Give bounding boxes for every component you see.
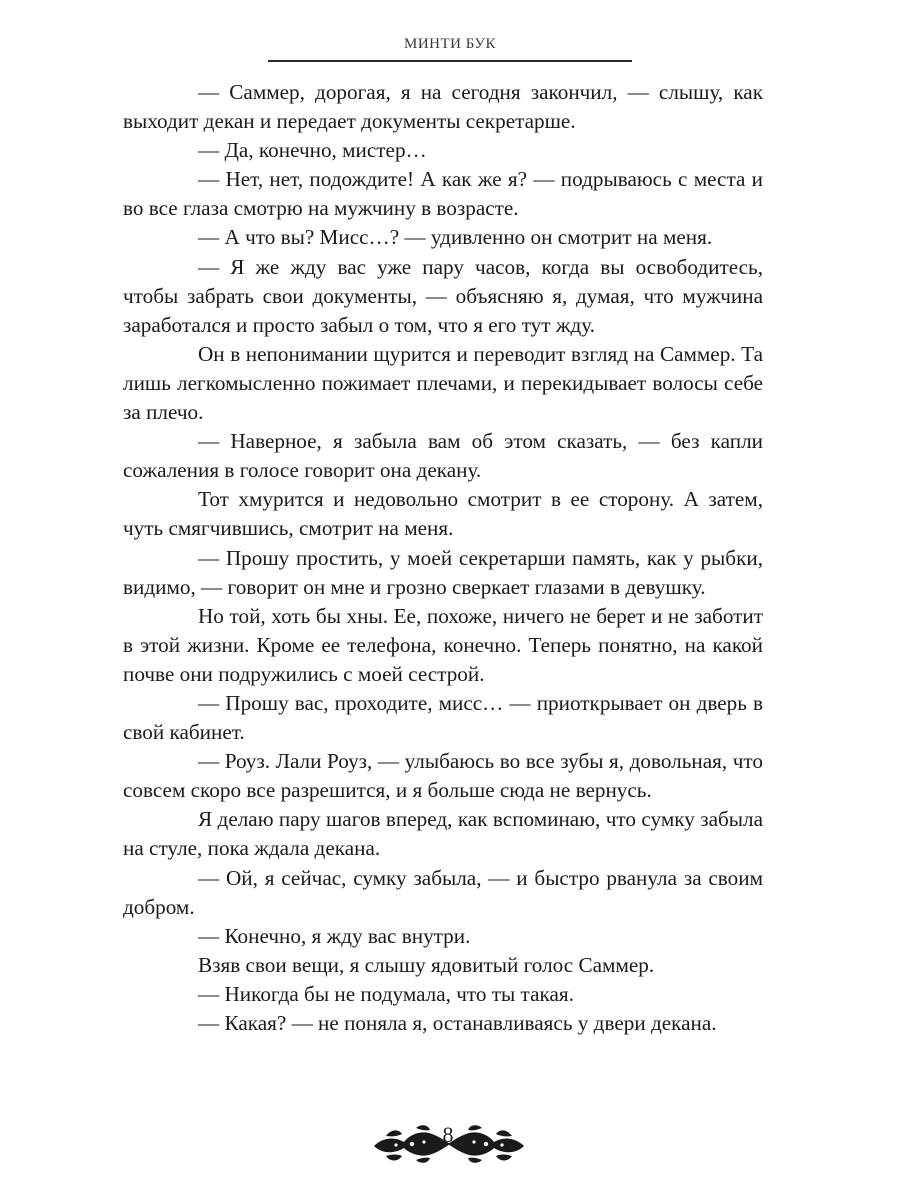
paragraph: — Да, конечно, мистер… — [198, 138, 427, 163]
paragraph: — Прошу вас, проходите, мисс… — приоткрывает он дверь в свой кабинет. — [123, 690, 763, 745]
paragraph: — Я же жду вас уже пару часов, когда вы освободитесь, чтобы забрать свои документы, — объясняю я, думая, что мужчина заработался и просто забыл о том, что я его тут жду. — [123, 254, 763, 337]
paragraph: Тот хмурится и недовольно смотрит в ее сторону. А затем, чуть смягчившись, смотрит на меня. — [123, 487, 763, 541]
running-header-title: МИНТИ БУК — [404, 36, 496, 52]
paragraph: — Роуз. Лали Роуз, — улыбаюсь во все зубы я, довольная, что совсем скоро все разрешится, и я больше сюда не вернусь. — [123, 749, 763, 803]
paragraph: — Саммер, дорогая, я на сегодня закончил, — слышу, как выходит декан и передает документы секретарше. — [123, 80, 763, 134]
paragraph: — Конечно, я жду вас внутри. — [198, 923, 471, 948]
paragraph: — Нет, нет, подождите! А как же я? — подрываюсь с места и во все глаза смотрю на мужчину в возрасте. — [123, 167, 763, 221]
paragraph: — Какая? — не поняла я, останавливаясь у двери декана. — [198, 1011, 717, 1035]
paragraph: — Никогда бы не подумала, что ты такая. — [198, 981, 574, 1006]
text-body — [123, 78, 763, 1038]
header-rule — [268, 60, 632, 62]
page-footer — [0, 1118, 900, 1168]
paragraph: — Наверное, я забыла вам об этом сказать, — без капли сожаления в голосе говорит она декану. — [123, 429, 763, 483]
paragraph: Я делаю пару шагов вперед, как вспоминаю, что сумку забыла на стуле, пока ждала декана. — [123, 807, 763, 861]
paragraph: — А что вы? Мисс…? — удивленно он смотрит на меня. — [198, 225, 713, 250]
page-number: 8 — [442, 1122, 454, 1147]
paragraph: Но той, хоть бы хны. Ее, похоже, ничего не берет и не заботит в этой жизни. Кроме ее телефона, конечно. Теперь понятно, на какой почве они подружились с моей сестрой. — [123, 603, 763, 686]
floral-ornament-icon — [446, 1124, 526, 1164]
paragraph: — Ой, я сейчас, сумку забыла, — и быстро рванула за своим добром. — [123, 865, 763, 919]
paragraph: — Прошу простить, у моей секретарши память, как у рыбки, видимо, — говорит он мне и грозно сверкает глазами в девушку. — [123, 545, 763, 599]
paragraph: Взяв свои вещи, я слышу ядовитый голос Саммер. — [198, 952, 655, 977]
paragraph: Он в непонимании щурится и переводит взгляд на Саммер. Та лишь легкомысленно пожимает плечами, и перекидывает волосы себе за плечо. — [123, 341, 763, 425]
